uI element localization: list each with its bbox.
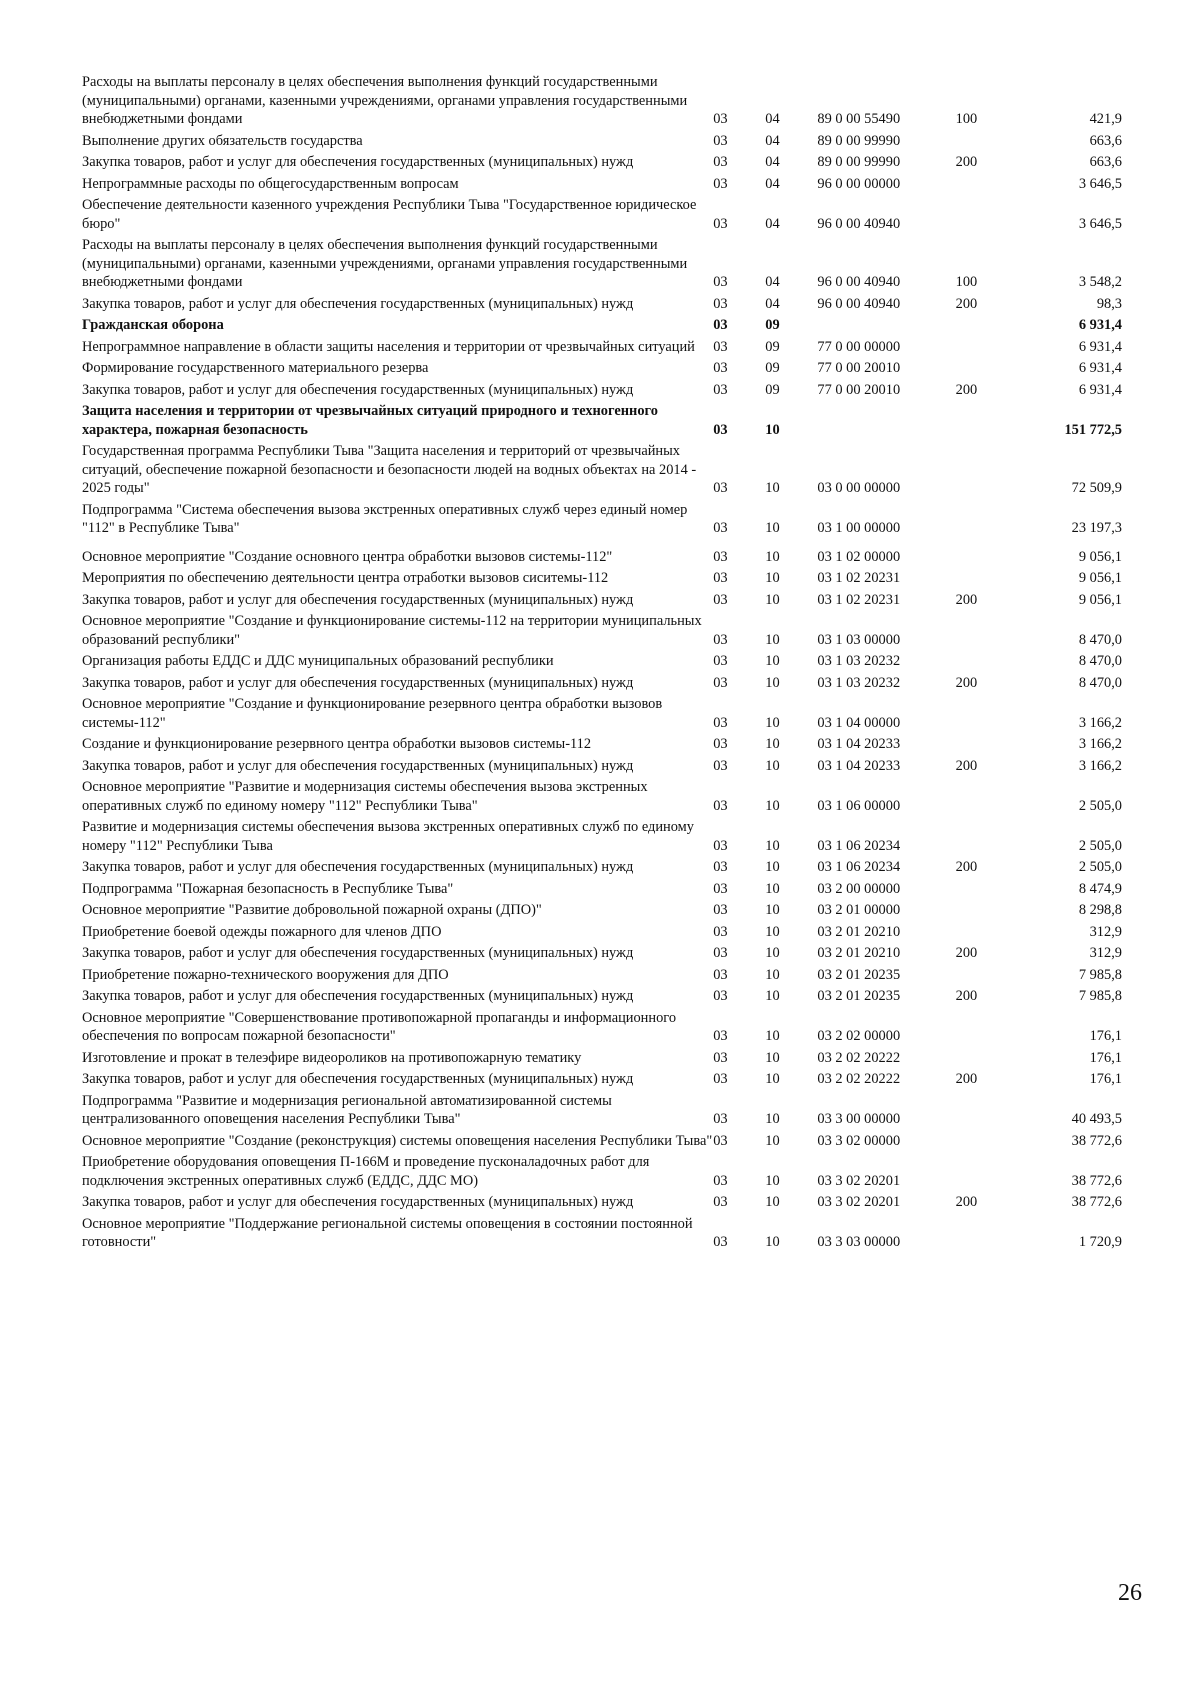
row-target-article: 89 0 00 99990 bbox=[817, 132, 901, 149]
row-amount: 23 197,3 bbox=[1071, 520, 1122, 536]
row-subsection: 10 bbox=[765, 966, 780, 983]
row-name: Приобретение боевой одежды пожарного для членов ДПО bbox=[82, 923, 442, 940]
row-amount: 3 166,2 bbox=[1078, 757, 1122, 774]
row-target-article: 03 1 03 20232 bbox=[817, 674, 901, 691]
row-amount: 2 505,0 bbox=[1078, 837, 1122, 854]
row-expense-type bbox=[956, 734, 1034, 756]
table-row bbox=[82, 380, 1122, 402]
row-section: 03 bbox=[713, 1132, 728, 1149]
row-amount: 6 931,4 bbox=[1078, 381, 1122, 398]
row-subsection: 09 bbox=[765, 381, 780, 398]
row-expense-type bbox=[956, 694, 1034, 734]
row-amount: 98,3 bbox=[1096, 295, 1122, 312]
row-name: Основное мероприятие "Совершенствование противопожарной пропаганды и информационного обеспечения по вопросам пожарной безопасности" bbox=[82, 1009, 677, 1044]
row-amount: 8 474,9 bbox=[1078, 880, 1122, 897]
row-amount: 40 493,5 bbox=[1071, 1111, 1122, 1127]
row-expense-type bbox=[956, 1008, 1034, 1048]
row-section: 03 bbox=[713, 274, 728, 290]
row-expense-type bbox=[956, 500, 1034, 540]
row-expense-type: 200 bbox=[955, 1071, 978, 1087]
row-subsection: 09 bbox=[765, 338, 780, 355]
row-section: 03 bbox=[713, 966, 728, 983]
row-amount: 9 056,1 bbox=[1078, 548, 1122, 565]
row-expense-type: 200 bbox=[955, 945, 978, 961]
table-row bbox=[82, 131, 1122, 153]
table-row bbox=[82, 1008, 1122, 1048]
row-target-article: 03 3 00 00000 bbox=[817, 1111, 901, 1127]
row-subsection: 10 bbox=[765, 736, 780, 752]
row-target-article: 96 0 00 40940 bbox=[817, 274, 901, 290]
page-number: 26 bbox=[1118, 1580, 1142, 1606]
row-section: 03 bbox=[713, 1071, 728, 1087]
row-subsection: 10 bbox=[765, 837, 780, 854]
row-expense-type bbox=[956, 1091, 1034, 1131]
row-target-article: 03 2 02 20222 bbox=[817, 1049, 901, 1066]
row-expense-type bbox=[956, 195, 1034, 235]
row-section: 03 bbox=[713, 1049, 728, 1066]
row-name: Расходы на выплаты персоналу в целях обеспечения выполнения функций государственными (муниципальными) органами, казенными учреждениями, органами управления государственными внебюджетными фондами bbox=[82, 74, 688, 127]
row-expense-type: 200 bbox=[955, 1194, 978, 1210]
table-row bbox=[82, 174, 1122, 196]
row-expense-type: 200 bbox=[955, 859, 978, 875]
row-target-article: 03 3 02 20201 bbox=[817, 1172, 901, 1189]
table-row bbox=[82, 500, 1122, 540]
row-expense-type bbox=[956, 540, 1034, 569]
row-amount: 421,9 bbox=[1089, 111, 1122, 127]
row-subsection: 10 bbox=[765, 1132, 780, 1149]
row-subsection: 10 bbox=[765, 1071, 780, 1087]
table-row bbox=[82, 1131, 1122, 1153]
row-section: 03 bbox=[713, 923, 728, 940]
row-section: 03 bbox=[713, 653, 728, 669]
row-target-article: 96 0 00 00000 bbox=[817, 175, 901, 192]
row-subsection: 10 bbox=[765, 757, 780, 774]
row-name: Формирование государственного материального резерва bbox=[82, 360, 429, 376]
row-expense-type: 200 bbox=[955, 674, 978, 691]
row-section: 03 bbox=[713, 859, 728, 875]
row-section: 03 bbox=[713, 111, 728, 127]
row-amount: 8 298,8 bbox=[1078, 902, 1122, 918]
row-expense-type bbox=[956, 315, 1034, 337]
row-amount: 176,1 bbox=[1089, 1049, 1122, 1066]
row-expense-type bbox=[956, 358, 1034, 380]
row-amount: 3 548,2 bbox=[1078, 274, 1122, 290]
row-expense-type bbox=[956, 900, 1034, 922]
row-name: Гражданская оборона bbox=[82, 317, 224, 333]
row-subsection: 10 bbox=[765, 1049, 780, 1066]
row-target-article: 77 0 00 20010 bbox=[817, 360, 901, 376]
row-expense-type bbox=[956, 651, 1034, 673]
row-subsection: 10 bbox=[765, 859, 780, 875]
row-target-article: 03 1 06 20234 bbox=[817, 837, 901, 854]
row-section: 03 bbox=[713, 1172, 728, 1189]
row-expense-type bbox=[956, 337, 1034, 359]
row-name: Закупка товаров, работ и услуг для обеспечения государственных (муниципальных) нужд bbox=[82, 1194, 634, 1210]
row-section: 03 bbox=[713, 757, 728, 774]
table-row bbox=[82, 756, 1122, 778]
row-subsection: 10 bbox=[765, 1111, 780, 1127]
row-name: Закупка товаров, работ и услуг для обеспечения государственных (муниципальных) нужд bbox=[82, 381, 634, 398]
row-expense-type bbox=[956, 1131, 1034, 1153]
table-row bbox=[82, 673, 1122, 695]
row-section: 03 bbox=[713, 945, 728, 961]
row-target-article: 03 1 02 00000 bbox=[817, 548, 901, 565]
row-target-article: 03 1 04 20233 bbox=[817, 757, 901, 774]
row-subsection: 10 bbox=[765, 570, 780, 586]
row-amount: 72 509,9 bbox=[1071, 480, 1122, 496]
row-expense-type bbox=[956, 1152, 1034, 1192]
row-name: Основное мероприятие "Развитие и модернизация системы обеспечения вызова экстренных оперативных служб по единому номеру "112" Республики Тыва" bbox=[82, 779, 648, 814]
row-target-article: 03 2 01 00000 bbox=[817, 902, 901, 918]
row-name: Закупка товаров, работ и услуг для обеспечения государственных (муниципальных) нужд bbox=[82, 674, 634, 691]
row-target-article: 03 2 02 00000 bbox=[817, 1028, 901, 1044]
row-name: Непрограммное направление в области защиты населения и территории от чрезвычайных ситуаций bbox=[82, 338, 695, 355]
row-target-article bbox=[817, 401, 955, 441]
row-subsection: 10 bbox=[765, 1194, 780, 1210]
row-expense-type bbox=[956, 965, 1034, 987]
row-name: Подпрограмма "Пожарная безопасность в Республике Тыва" bbox=[82, 880, 454, 897]
row-subsection: 10 bbox=[765, 714, 780, 731]
table-row bbox=[82, 337, 1122, 359]
row-section: 03 bbox=[713, 1028, 728, 1044]
table-row bbox=[82, 879, 1122, 901]
table-row bbox=[82, 777, 1122, 817]
row-subsection: 10 bbox=[765, 1028, 780, 1044]
table-row bbox=[82, 1048, 1122, 1070]
row-target-article: 03 3 03 00000 bbox=[817, 1234, 901, 1250]
row-expense-type bbox=[956, 611, 1034, 651]
row-expense-type: 200 bbox=[955, 295, 978, 312]
row-amount: 663,6 bbox=[1089, 154, 1122, 170]
row-expense-type: 100 bbox=[955, 274, 978, 290]
row-section: 03 bbox=[713, 1111, 728, 1127]
row-amount: 9 056,1 bbox=[1078, 591, 1122, 608]
row-target-article: 03 3 02 00000 bbox=[817, 1132, 901, 1149]
row-section: 03 bbox=[713, 520, 728, 536]
row-subsection: 10 bbox=[765, 988, 780, 1004]
table-row bbox=[82, 72, 1122, 131]
row-target-article: 03 2 01 20210 bbox=[817, 945, 901, 961]
row-name: Закупка товаров, работ и услуг для обеспечения государственных (муниципальных) нужд bbox=[82, 945, 634, 961]
table-row bbox=[82, 1091, 1122, 1131]
row-expense-type bbox=[956, 1214, 1034, 1254]
row-subsection: 04 bbox=[765, 295, 780, 312]
table-row bbox=[82, 965, 1122, 987]
row-target-article: 89 0 00 99990 bbox=[817, 154, 901, 170]
row-target-article: 03 1 06 20234 bbox=[817, 859, 901, 875]
row-target-article: 03 2 01 20235 bbox=[817, 988, 901, 1004]
row-name: Закупка товаров, работ и услуг для обеспечения государственных (муниципальных) нужд bbox=[82, 591, 634, 608]
table-row bbox=[82, 922, 1122, 944]
row-subsection: 04 bbox=[765, 274, 780, 290]
row-name: Основное мероприятие "Создание и функционирование системы-112 на территории муниципальных образований республики" bbox=[82, 613, 702, 648]
row-expense-type bbox=[956, 879, 1034, 901]
row-expense-type bbox=[956, 777, 1034, 817]
row-section: 03 bbox=[713, 215, 728, 232]
row-name: Закупка товаров, работ и услуг для обеспечения государственных (муниципальных) нужд bbox=[82, 988, 634, 1004]
table-row bbox=[82, 857, 1122, 879]
row-subsection: 10 bbox=[765, 923, 780, 940]
row-section: 03 bbox=[713, 570, 728, 586]
table-row bbox=[82, 358, 1122, 380]
row-subsection: 10 bbox=[765, 902, 780, 918]
row-subsection: 04 bbox=[765, 154, 780, 170]
row-section: 03 bbox=[713, 480, 728, 496]
row-name: Основное мероприятие "Поддержание региональной системы оповещения в состоянии постоянной готовности" bbox=[82, 1215, 693, 1250]
row-expense-type bbox=[956, 441, 1034, 500]
row-amount: 6 931,4 bbox=[1078, 317, 1122, 333]
row-subsection: 09 bbox=[765, 360, 780, 376]
row-subsection: 10 bbox=[765, 480, 780, 496]
row-section: 03 bbox=[713, 317, 728, 333]
row-expense-type: 200 bbox=[955, 988, 978, 1004]
row-target-article: 77 0 00 20010 bbox=[817, 381, 901, 398]
table-row bbox=[82, 590, 1122, 612]
row-name: Основное мероприятие "Создание (реконструкция) системы оповещения населения Республики Тыва" bbox=[82, 1132, 713, 1149]
row-target-article: 03 1 02 20231 bbox=[817, 591, 901, 608]
row-section: 03 bbox=[713, 988, 728, 1004]
row-name: Государственная программа Республики Тыва "Защита населения и территорий от чрезвычайных ситуаций, обеспечение пожарной безопасности и безопасности людей на водных объектах на 2014 - 2025 годы" bbox=[82, 443, 697, 496]
row-amount: 176,1 bbox=[1089, 1028, 1122, 1044]
row-target-article: 03 2 01 20235 bbox=[817, 966, 901, 983]
row-name: Расходы на выплаты персоналу в целях обеспечения выполнения функций государственными (муниципальными) органами, казенными учреждениями, органами управления государственными внебюджетными фондами bbox=[82, 237, 688, 290]
row-name: Мероприятия по обеспечению деятельности центра отработки вызовов сиситемы-112 bbox=[82, 570, 609, 586]
row-section: 03 bbox=[713, 421, 728, 438]
row-expense-type bbox=[956, 401, 1034, 441]
row-amount: 9 056,1 bbox=[1078, 570, 1122, 586]
row-section: 03 bbox=[713, 295, 728, 312]
row-amount: 8 470,0 bbox=[1078, 674, 1122, 691]
table-row bbox=[82, 1152, 1122, 1192]
row-name: Создание и функционирование резервного центра обработки вызовов системы-112 bbox=[82, 736, 592, 752]
row-subsection: 10 bbox=[765, 631, 780, 648]
row-name: Обеспечение деятельности казенного учреждения Республики Тыва "Государственное юридическое бюро" bbox=[82, 197, 697, 232]
table-row bbox=[82, 235, 1122, 294]
row-name: Закупка товаров, работ и услуг для обеспечения государственных (муниципальных) нужд bbox=[82, 1071, 634, 1087]
row-amount: 38 772,6 bbox=[1071, 1132, 1122, 1149]
table-row bbox=[82, 540, 1122, 569]
row-amount: 8 470,0 bbox=[1078, 631, 1122, 648]
row-section: 03 bbox=[713, 548, 728, 565]
row-subsection: 04 bbox=[765, 132, 780, 149]
row-target-article: 03 1 04 00000 bbox=[817, 714, 901, 731]
row-amount: 3 646,5 bbox=[1078, 175, 1122, 192]
row-subsection: 10 bbox=[765, 797, 780, 814]
row-subsection: 04 bbox=[765, 111, 780, 127]
row-amount: 7 985,8 bbox=[1078, 966, 1122, 983]
row-section: 03 bbox=[713, 360, 728, 376]
row-target-article: 77 0 00 00000 bbox=[817, 338, 901, 355]
row-amount: 2 505,0 bbox=[1078, 797, 1122, 814]
row-expense-type: 200 bbox=[955, 154, 978, 170]
row-target-article: 03 0 00 00000 bbox=[817, 480, 901, 496]
row-section: 03 bbox=[713, 1234, 728, 1250]
row-section: 03 bbox=[713, 132, 728, 149]
row-section: 03 bbox=[713, 674, 728, 691]
table-row bbox=[82, 817, 1122, 857]
row-name: Закупка товаров, работ и услуг для обеспечения государственных (муниципальных) нужд bbox=[82, 295, 634, 312]
row-amount: 176,1 bbox=[1089, 1071, 1122, 1087]
table-row bbox=[82, 1214, 1122, 1254]
row-subsection: 10 bbox=[765, 591, 780, 608]
row-expense-type bbox=[956, 174, 1034, 196]
row-target-article: 03 1 03 00000 bbox=[817, 631, 901, 648]
row-name: Закупка товаров, работ и услуг для обеспечения государственных (муниципальных) нужд bbox=[82, 757, 634, 774]
row-amount: 3 166,2 bbox=[1078, 714, 1122, 731]
row-subsection: 10 bbox=[765, 653, 780, 669]
row-amount: 8 470,0 bbox=[1078, 653, 1122, 669]
row-target-article: 03 2 01 20210 bbox=[817, 923, 901, 940]
row-subsection: 10 bbox=[765, 548, 780, 565]
row-target-article: 96 0 00 40940 bbox=[817, 295, 901, 312]
row-name: Выполнение других обязательств государства bbox=[82, 132, 363, 149]
row-target-article: 03 1 06 00000 bbox=[817, 797, 901, 814]
row-section: 03 bbox=[713, 631, 728, 648]
row-subsection: 10 bbox=[765, 1172, 780, 1189]
row-target-article: 03 2 00 00000 bbox=[817, 880, 901, 897]
table-row bbox=[82, 401, 1122, 441]
row-target-article: 89 0 00 55490 bbox=[817, 111, 901, 127]
table-row bbox=[82, 1192, 1122, 1214]
row-section: 03 bbox=[713, 714, 728, 731]
row-target-article: 96 0 00 40940 bbox=[817, 215, 901, 232]
row-name: Закупка товаров, работ и услуг для обеспечения государственных (муниципальных) нужд bbox=[82, 154, 634, 170]
row-target-article: 03 1 00 00000 bbox=[817, 520, 901, 536]
row-name: Развитие и модернизация системы обеспечения вызова экстренных оперативных служб по единому номеру "112" Республики Тыва bbox=[82, 819, 694, 854]
row-target-article: 03 2 02 20222 bbox=[817, 1071, 901, 1087]
row-expense-type: 100 bbox=[955, 111, 978, 127]
table-row bbox=[82, 611, 1122, 651]
row-section: 03 bbox=[713, 154, 728, 170]
row-amount: 312,9 bbox=[1089, 923, 1122, 940]
row-subsection: 09 bbox=[765, 317, 780, 333]
row-amount: 663,6 bbox=[1089, 132, 1122, 149]
row-section: 03 bbox=[713, 902, 728, 918]
row-target-article: 03 3 02 20201 bbox=[817, 1194, 901, 1210]
row-subsection: 10 bbox=[765, 421, 780, 438]
row-name: Непрограммные расходы по общегосударственным вопросам bbox=[82, 175, 459, 192]
row-expense-type bbox=[956, 568, 1034, 590]
row-section: 03 bbox=[713, 175, 728, 192]
table-row bbox=[82, 152, 1122, 174]
row-expense-type bbox=[956, 922, 1034, 944]
row-expense-type: 200 bbox=[955, 381, 978, 398]
table-row bbox=[82, 651, 1122, 673]
budget-table-body bbox=[82, 72, 1122, 1254]
row-section: 03 bbox=[713, 736, 728, 752]
table-row bbox=[82, 195, 1122, 235]
row-amount: 38 772,6 bbox=[1071, 1194, 1122, 1210]
row-amount: 38 772,6 bbox=[1071, 1172, 1122, 1189]
row-subsection: 10 bbox=[765, 674, 780, 691]
row-name: Основное мероприятие "Создание и функционирование резервного центра обработки вызовов системы-112" bbox=[82, 696, 663, 731]
row-name: Приобретение пожарно-технического вооружения для ДПО bbox=[82, 966, 449, 983]
row-expense-type: 200 bbox=[955, 757, 978, 774]
row-subsection: 04 bbox=[765, 175, 780, 192]
row-name: Приобретение оборудования оповещения П-166М и проведение пусконаладочных работ для подключения экстренных оперативных служб (ЕДДС, ДДС МО) bbox=[82, 1154, 650, 1189]
row-section: 03 bbox=[713, 797, 728, 814]
row-name: Основное мероприятие "Развитие добровольной пожарной охраны (ДПО)" bbox=[82, 902, 542, 918]
row-expense-type bbox=[956, 1048, 1034, 1070]
row-name: Подпрограмма "Развитие и модернизация региональной автоматизированной системы централизованного оповещения населения Республики Тыва" bbox=[82, 1092, 612, 1127]
row-section: 03 bbox=[713, 837, 728, 854]
row-name: Защита населения и территории от чрезвычайных ситуаций природного и техногенного характера, пожарная безопасность bbox=[82, 403, 658, 438]
table-row bbox=[82, 986, 1122, 1008]
row-section: 03 bbox=[713, 1194, 728, 1210]
row-target-article: 03 1 04 20233 bbox=[817, 736, 901, 752]
row-subsection: 10 bbox=[765, 945, 780, 961]
row-name: Основное мероприятие "Создание основного центра обработки вызовов системы-112" bbox=[82, 548, 613, 565]
table-row bbox=[82, 1069, 1122, 1091]
row-amount: 3 646,5 bbox=[1078, 215, 1122, 232]
row-section: 03 bbox=[713, 381, 728, 398]
table-row bbox=[82, 294, 1122, 316]
row-section: 03 bbox=[713, 338, 728, 355]
row-expense-type bbox=[956, 817, 1034, 857]
row-amount: 6 931,4 bbox=[1078, 338, 1122, 355]
row-expense-type: 200 bbox=[955, 591, 978, 608]
row-subsection: 04 bbox=[765, 215, 780, 232]
table-row bbox=[82, 734, 1122, 756]
budget-table bbox=[82, 72, 1122, 1254]
row-expense-type bbox=[956, 131, 1034, 153]
row-section: 03 bbox=[713, 880, 728, 897]
row-name: Закупка товаров, работ и услуг для обеспечения государственных (муниципальных) нужд bbox=[82, 859, 634, 875]
table-row bbox=[82, 694, 1122, 734]
row-amount: 1 720,9 bbox=[1078, 1234, 1122, 1250]
row-section: 03 bbox=[713, 591, 728, 608]
table-row bbox=[82, 315, 1122, 337]
row-amount: 3 166,2 bbox=[1078, 736, 1122, 752]
table-row bbox=[82, 568, 1122, 590]
row-name: Изготовление и прокат в телеэфире видеороликов на противопожарную тематику bbox=[82, 1049, 582, 1066]
table-row bbox=[82, 900, 1122, 922]
row-subsection: 10 bbox=[765, 520, 780, 536]
row-subsection: 10 bbox=[765, 880, 780, 897]
row-name: Подпрограмма "Система обеспечения вызова экстренных оперативных служб через единый номер "112" в Республике Тыва" bbox=[82, 501, 688, 536]
row-subsection: 10 bbox=[765, 1234, 780, 1250]
row-target-article bbox=[817, 315, 955, 337]
table-row bbox=[82, 943, 1122, 965]
row-amount: 7 985,8 bbox=[1078, 988, 1122, 1004]
row-name: Организация работы ЕДДС и ДДС муниципальных образований республики bbox=[82, 653, 554, 669]
table-row bbox=[82, 441, 1122, 500]
row-amount: 6 931,4 bbox=[1078, 360, 1122, 376]
row-amount: 2 505,0 bbox=[1078, 859, 1122, 875]
row-target-article: 03 1 03 20232 bbox=[817, 653, 901, 669]
row-target-article: 03 1 02 20231 bbox=[817, 570, 901, 586]
row-amount: 312,9 bbox=[1089, 945, 1122, 961]
row-amount: 151 772,5 bbox=[1064, 421, 1122, 438]
